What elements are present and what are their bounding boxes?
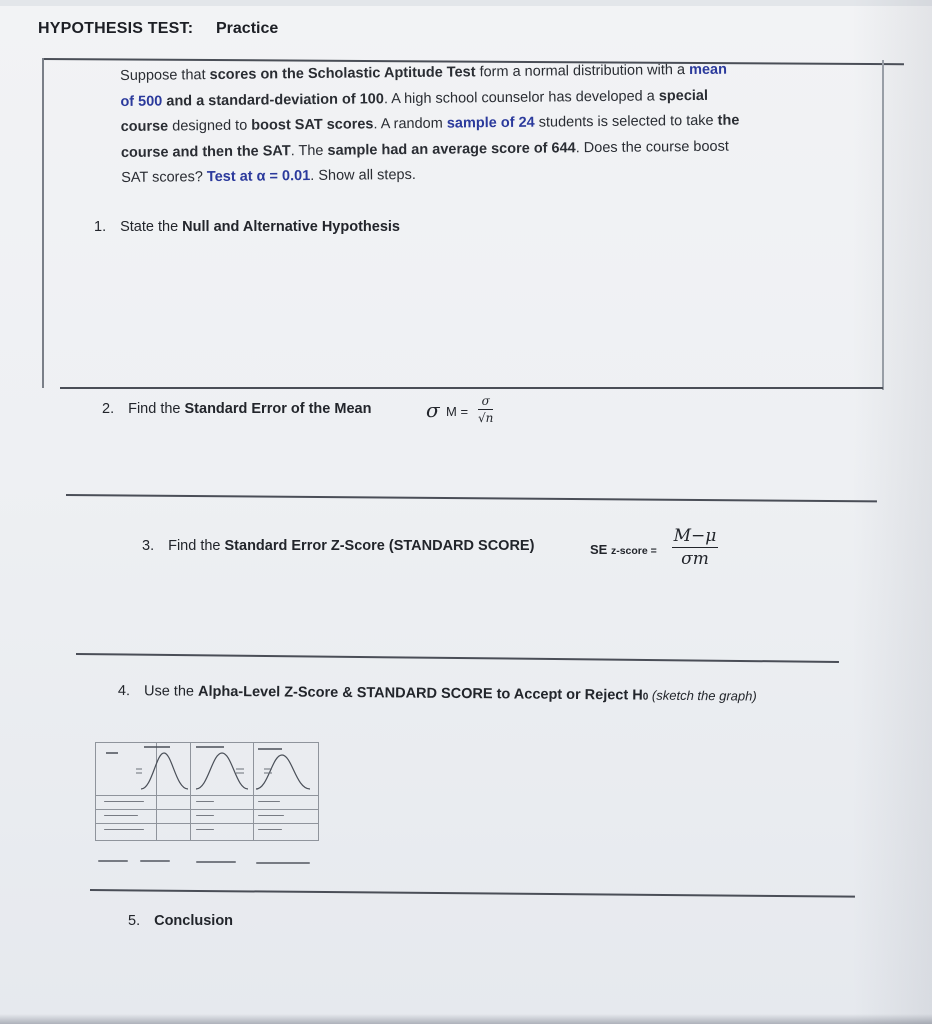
z-denominator: σm xyxy=(681,549,709,569)
question-1: 1. State the Null and Alternative Hypothesis xyxy=(94,219,400,235)
sketch-caption-3 xyxy=(196,861,236,863)
problem-line-4: course and then the SAT. The sample had an average score of 644. Does the course boost xyxy=(120,138,729,161)
page-shadow-bottom xyxy=(0,1014,932,1024)
graph-sketch-table xyxy=(95,742,319,841)
z-fraction-bar xyxy=(672,547,718,548)
bell-curve-middle xyxy=(196,753,248,789)
top-edge xyxy=(0,0,932,6)
divider-2 xyxy=(66,494,877,502)
question-3: 3. Find the Standard Error Z-Score (STANDARD SCORE) xyxy=(142,538,535,554)
sketch-scribble-4 xyxy=(104,815,138,816)
problem-line-2: of 500 and a standard-deviation of 100. A high school counselor has developed a special xyxy=(120,87,709,110)
sketch-row-divider-3 xyxy=(96,823,318,824)
worksheet-subtitle: Practice xyxy=(216,20,279,37)
bell-curve-right xyxy=(256,755,310,789)
page-shadow-right xyxy=(852,0,932,1024)
sketch-scribble-1 xyxy=(104,801,144,802)
sem-sigma-symbol: σ xyxy=(426,398,440,422)
sketch-scribble-9 xyxy=(258,829,282,830)
sketch-caption-2 xyxy=(140,860,170,862)
divider-1 xyxy=(60,387,883,389)
sketch-scribble-2 xyxy=(196,801,214,802)
sem-numerator: σ xyxy=(481,394,490,408)
sketch-row-divider-1 xyxy=(96,795,318,796)
sem-subscript: M = xyxy=(446,404,469,419)
sketch-scribble-3 xyxy=(258,801,280,802)
sketch-scribble-5 xyxy=(196,815,214,816)
bell-curves-sketch xyxy=(96,743,318,795)
z-score-label: SE z-score = xyxy=(590,542,657,557)
sketch-caption-4 xyxy=(256,862,310,864)
question-4: 4. Use the Alpha-Level Z-Score & STANDARD SCORE to Accept or Reject H0 (sketch the graph) xyxy=(117,683,757,704)
worksheet-title: HYPOTHESIS TEST: xyxy=(38,20,194,37)
z-numerator: M−μ xyxy=(673,526,717,546)
sketch-scribble-6 xyxy=(258,815,284,816)
question-5: 5. Conclusion xyxy=(128,913,234,929)
bell-curve-left xyxy=(141,753,188,789)
sketch-scribble-8 xyxy=(196,829,214,830)
sketch-row-divider-2 xyxy=(96,809,318,810)
sem-fraction xyxy=(478,394,493,425)
problem-statement xyxy=(120,56,891,192)
sem-fraction-bar xyxy=(478,409,493,410)
problem-line-5: SAT scores? Test at α = 0.01. Show all steps. xyxy=(121,166,416,186)
problem-line-3: course designed to boost SAT scores. A random sample of 24 students is selected to take the xyxy=(120,112,740,135)
problem-line-1: Suppose that scores on the Scholastic Aptitude Test form a normal distribution with a mean xyxy=(120,61,728,84)
sketch-caption-1 xyxy=(98,860,128,862)
divider-3 xyxy=(76,653,839,662)
sketch-scribble-7 xyxy=(104,829,144,830)
sem-denominator: √n xyxy=(478,411,494,425)
z-score-fraction xyxy=(672,526,718,569)
question-2: 2. Find the Standard Error of the Mean xyxy=(102,401,372,417)
box-left-rule xyxy=(42,58,44,388)
divider-4 xyxy=(90,889,855,897)
